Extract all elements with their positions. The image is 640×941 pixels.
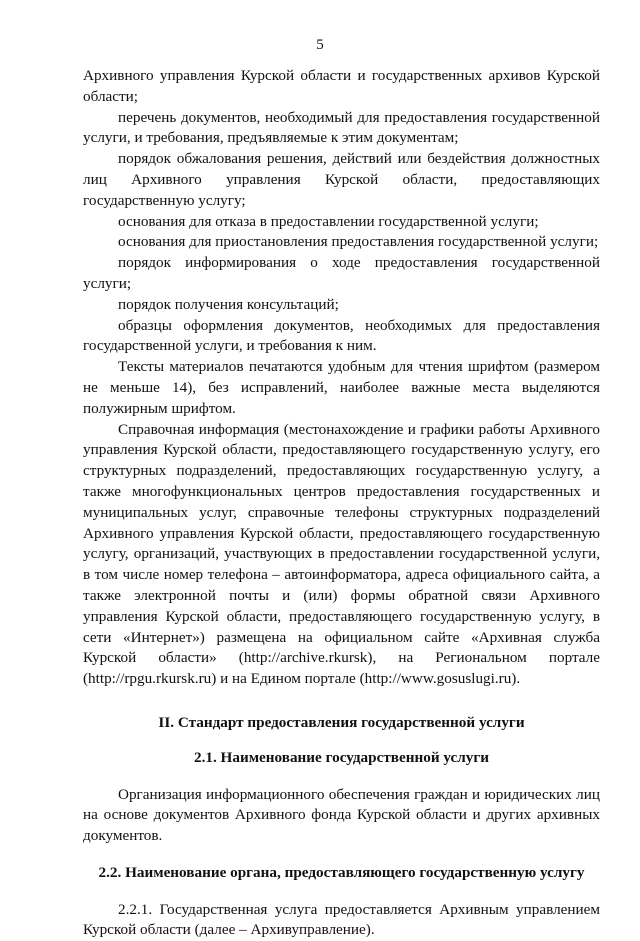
list-item: порядок информирования о ходе предоставления государственной услуги; [83,254,600,292]
list-item: основания для отказа в предоставлении государственной услуги; [118,212,539,230]
list-item: основания для приостановления предоставления государственной услуги; [118,233,599,251]
spacer [83,769,600,785]
subsection-text: 2.2.1. Государственная услуга предоставляется Архивным управлением Курской области (далее – Архивуправление). [83,900,600,939]
subsection-heading: 2.2. Наименование органа, предоставляющего государственную услугу [98,863,585,881]
spacer [83,690,600,713]
list-item: образцы оформления документов, необходимых для предоставления государственной услуги, и требования к ним. [83,316,600,355]
subsection-text: Организация информационного обеспечения граждан и юридических лиц на основе документов Архивного фонда Курской области и других архивных документов. [83,785,600,845]
spacer [83,884,600,900]
page-number: 5 [316,37,324,53]
spacer [83,847,600,863]
reference-info-paragraph: Справочная информация (местонахождение и графики работы Архивного управления Курской области, предоставляющего государственную услугу, его структурных подразделений, предоставляющих государственную услугу, а также многофункциональных центров предоставления государственных и муниципальных услуг, справочные телефоны структурных подразделений Архивного управления Курской области, предоставляющего государственную услугу, организаций, участвующих в предоставлении государственной услуги, в том числе номер телефона – автоинформатора, адреса официального сайта, а также электронной почты и (или) формы обратной связи Архивного управления Курской области, предоставляющего государственную услугу, в сети «Интернет») размещена на официальном сайте «Архивная служба Курской области» (http://archive.rkursk), на Региональном портале (http://rpgu.rkursk.ru) и на Едином портале (http://www.gosuslugi.ru). [83,420,600,688]
list-item: перечень документов, необходимый для предоставления государственной услуги, и требования, предъявляемые к этим документам; [83,108,600,147]
list-item: порядок получения консультаций; [118,295,339,313]
intro-continuation: Архивного управления Курской области и государственных архивов Курской области; [83,67,600,105]
subsection-heading: 2.1. Наименование государственной услуги [193,748,490,766]
section-heading: II. Стандарт предоставления государственной услуги [158,713,525,731]
spacer [83,734,600,748]
font-requirements-paragraph: Тексты материалов печатаются удобным для чтения шрифтом (размером не меньше 14), без исправлений, наиболее важные места выделяются полужирным шрифтом. [83,358,600,417]
document-body [83,66,600,941]
list-item: порядок обжалования решения, действий или бездействия должностных лиц Архивного управления Курской области, предоставляющих государственную услугу; [83,150,600,209]
